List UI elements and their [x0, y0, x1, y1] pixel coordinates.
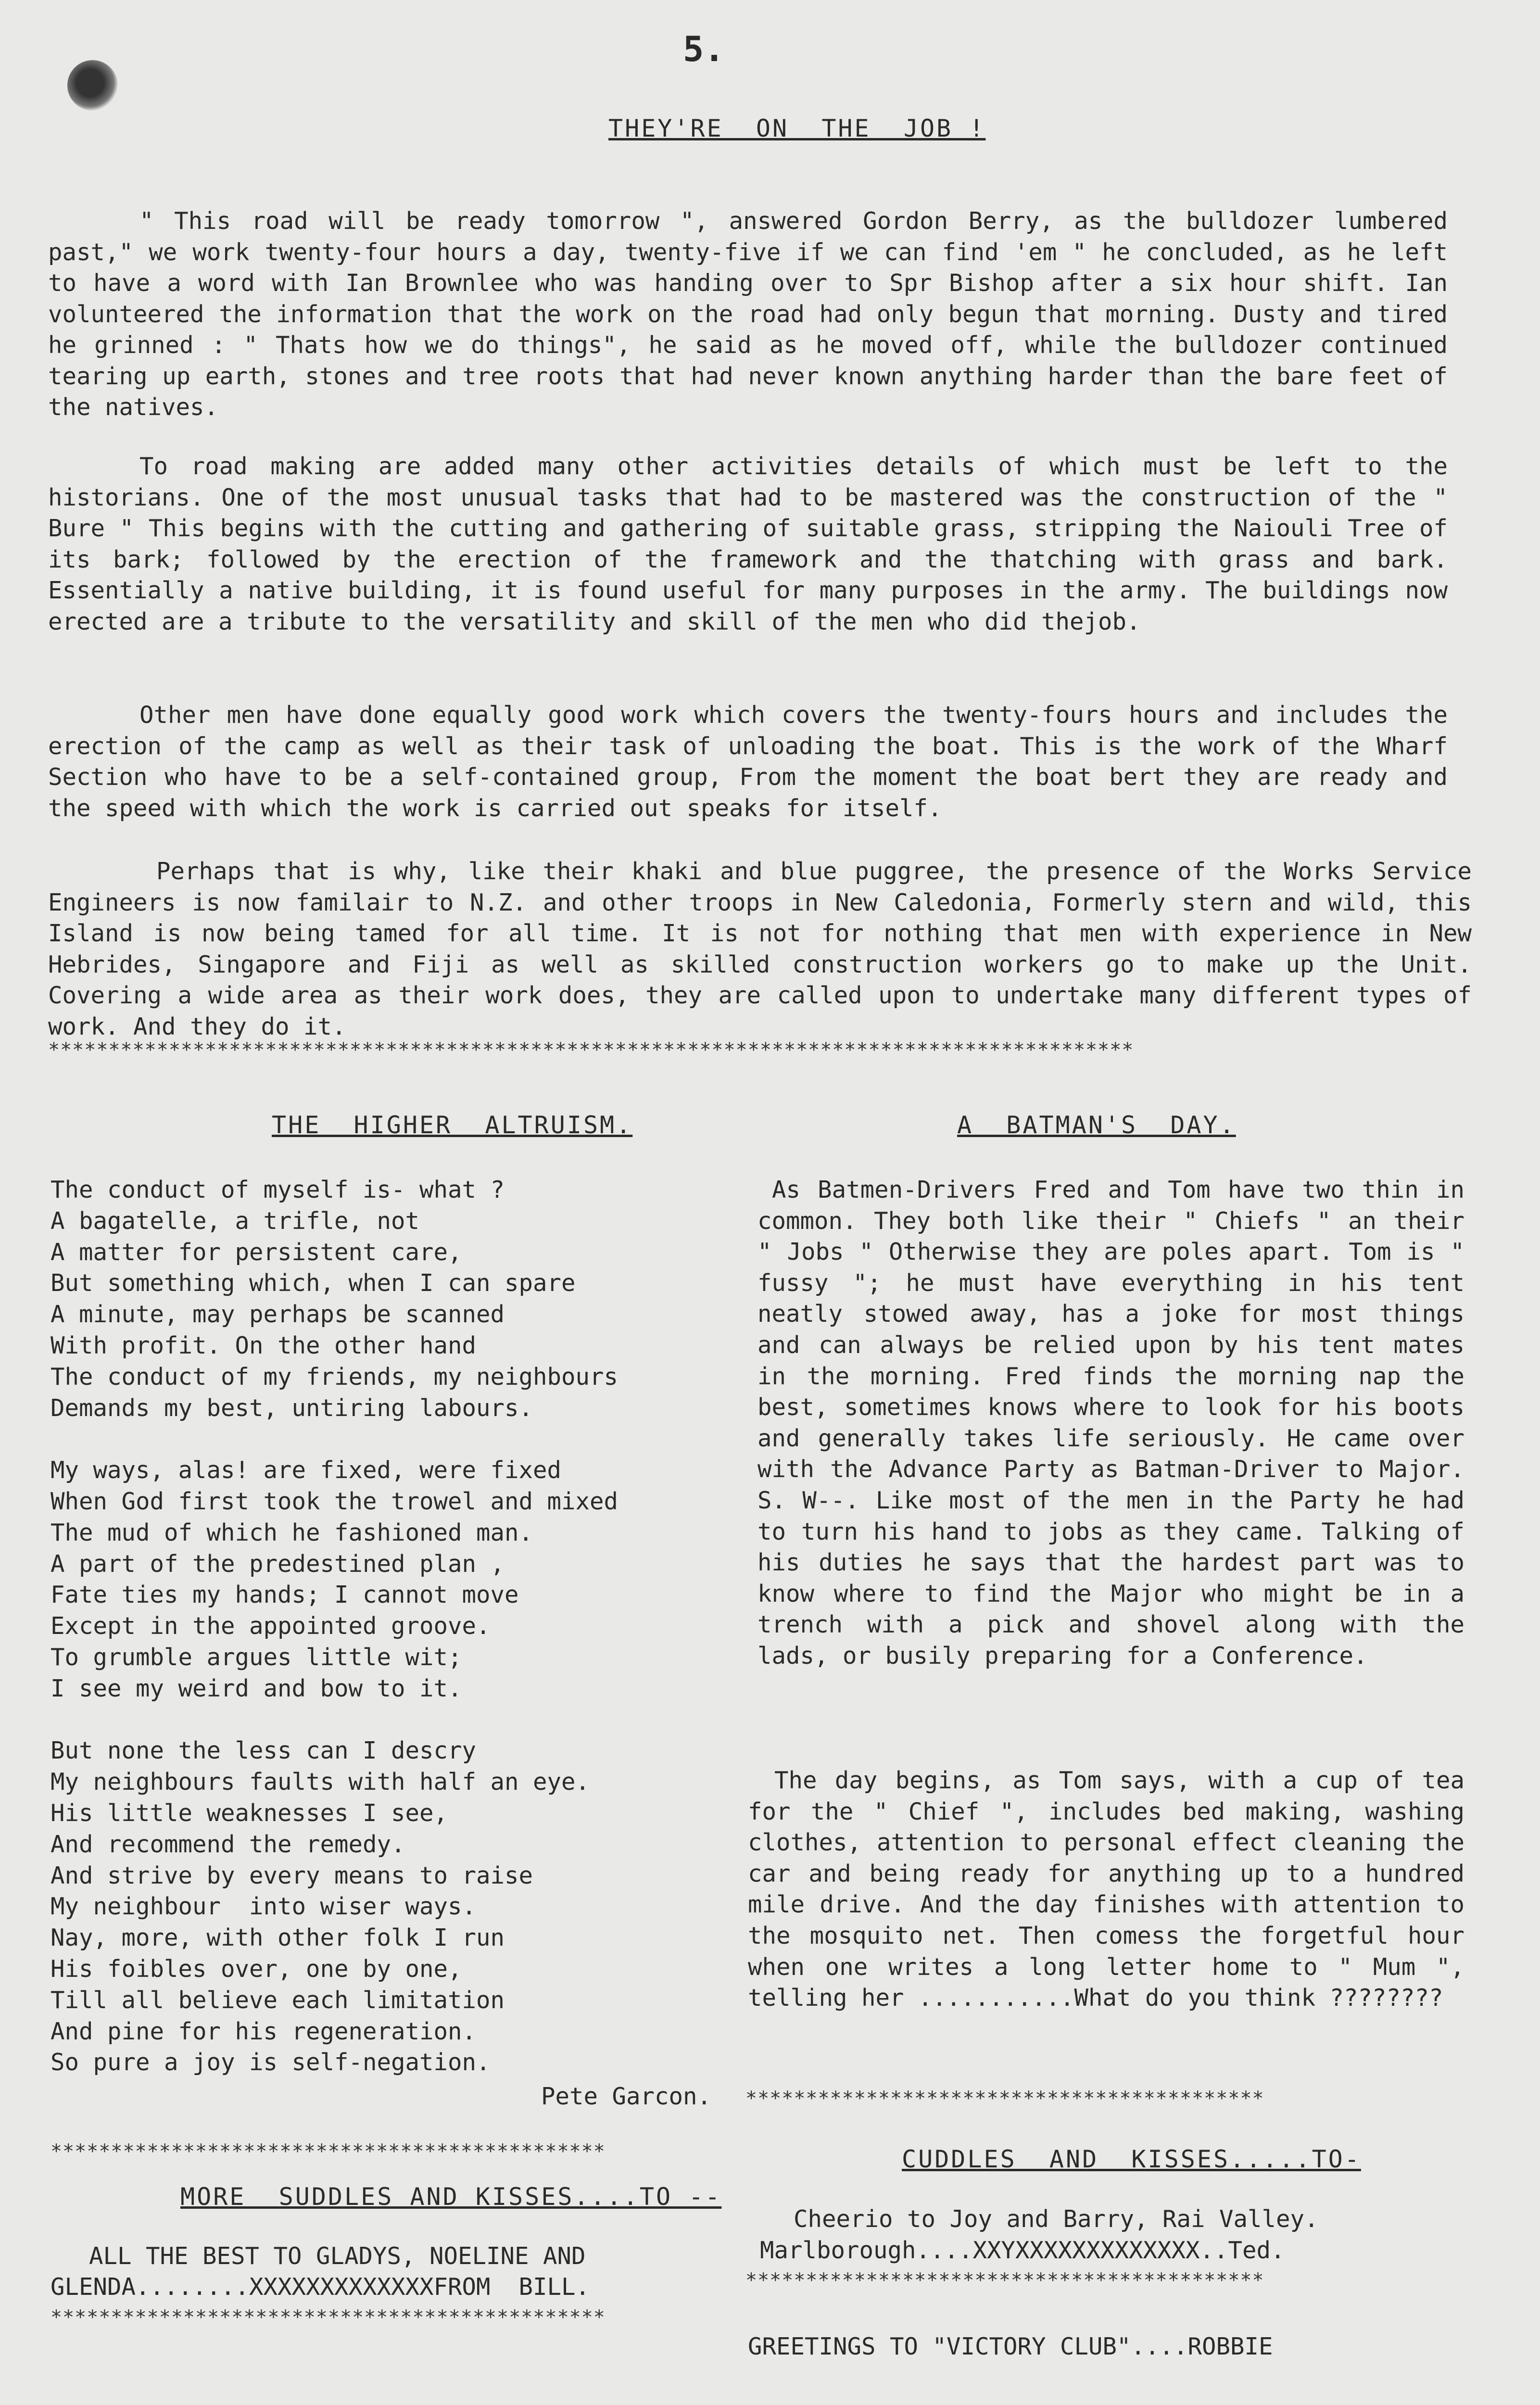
- batman-paragraph-1: [757, 1175, 1464, 1672]
- poem-line: But none the less can I descry: [50, 1737, 477, 1765]
- poem-line: My neighbours faults with half an eye.: [50, 1768, 590, 1796]
- poem-line: A part of the predestined plan ,: [50, 1550, 505, 1578]
- separator-stars-right-bottom: *******************************************: [745, 2269, 1264, 2291]
- poem-line: [50, 1424, 724, 1455]
- cuddles-line-2: Marlborough....XXYXXXXXXXXXXXXX..Ted.: [760, 2237, 1285, 2264]
- paragraph-text: Other men have done equally good work which covers the twenty-fours hours and includes the erection of the camp as well as their task of unloading the boat. This is the work of the Wharf Section who have to be a self-contained group, From the moment the boat bert they are ready and the speed with which the work is carried out speaks for itself.: [48, 701, 1448, 822]
- cuddles-line-1: Cheerio to Joy and Barry, Rai Valley.: [794, 2205, 1319, 2233]
- poem-line: The conduct of my friends, my neighbours: [50, 1363, 619, 1391]
- article-paragraph-3: [48, 700, 1448, 824]
- cuddles-title: CUDDLES AND KISSES.....TO-: [902, 2145, 1361, 2173]
- separator-stars-left: **********************************************: [50, 2140, 606, 2163]
- poem-line: But something which, when I can spare: [50, 1269, 576, 1297]
- poem-line: A bagatelle, a trifle, not: [50, 1207, 420, 1235]
- poem-line: [50, 1705, 724, 1736]
- punch-hole: [67, 60, 118, 111]
- poem-line: His little weaknesses I see,: [50, 1799, 448, 1827]
- separator-stars-left-bottom: **********************************************: [50, 2306, 606, 2329]
- separator-stars-right: *******************************************: [745, 2088, 1264, 2110]
- poem-line: Nay, more, with other folk I run: [50, 1924, 505, 1952]
- greetings-line: GREETINGS TO "VICTORY CLUB"....ROBBIE: [748, 2333, 1273, 2360]
- more-cuddles-title: MORE SUDDLES AND KISSES....TO --: [180, 2183, 722, 2211]
- article-paragraph-2: [48, 451, 1448, 637]
- poem-line: When God first took the trowel and mixed: [50, 1487, 619, 1515]
- article-paragraph-1: [48, 206, 1448, 423]
- poem-line: And recommend the remedy.: [50, 1830, 405, 1858]
- poem-line: My neighbour into wiser ways.: [50, 1893, 477, 1921]
- poem-line: I see my weird and bow to it.: [50, 1674, 462, 1702]
- article-paragraph-4: [48, 856, 1472, 1042]
- paragraph-text: As Batmen-Drivers Fred and Tom have two thin in common. They both like their " Chiefs " an their " Jobs " Otherwise they are poles apart. Tom is " fussy "; he must have everything in his tent neatly stowed away, has a joke for most things and can always be relied upon by his tent mates in the morning. Fred finds the morning nap the best, sometimes knows where to look for his boots and generally takes life seriously. He came over with the Advance Party as Batman-Driver to Major. S. W--. Like most of the men in the Party he had to turn his hand to jobs as they came. Talking of his duties he says that the hardest part was to know where to find the Major who might be in a trench with a pick and shovel along with the lads, or busily preparing for a Conference.: [757, 1176, 1464, 1670]
- paragraph-text: " This road will be ready tomorrow ", answered Gordon Berry, as the bulldozer lumbered past," we work twenty-four hours a day, twenty-five if we can find 'em " he concluded, as he left to have a word with Ian Brownlee who was handing over to Spr Bishop after a six hour shift. Ian volunteered the information that the work on the road had only begun that morning. Dusty and tired he grinned : " Thats how we do things", he said as he moved off, while the bulldozer continued tearing up earth, stones and tree roots that had never known anything harder than the bare feet of the natives.: [48, 207, 1448, 421]
- poem-line: Till all believe each limitation: [50, 1986, 505, 2014]
- poem-line: With profit. On the other hand: [50, 1331, 477, 1359]
- poem-line: Fate ties my hands; I cannot move: [50, 1581, 519, 1609]
- poem-title: THE HIGHER ALTRUISM.: [272, 1111, 633, 1139]
- poem-line: The mud of which he fashioned man.: [50, 1519, 533, 1546]
- article-title: THEY'RE ON THE JOB !: [608, 114, 986, 142]
- poem-line: Except in the appointed groove.: [50, 1612, 491, 1640]
- poem-line: And strive by every means to raise: [50, 1861, 533, 1889]
- poem-line: A matter for persistent care,: [50, 1238, 462, 1266]
- more-cuddles-line-1: ALL THE BEST TO GLADYS, NOELINE AND: [89, 2242, 586, 2270]
- poem-line: Demands my best, untiring labours.: [50, 1394, 533, 1422]
- poem-line: My ways, alas! are fixed, were fixed: [50, 1456, 562, 1484]
- poem-line: So pure a joy is self-negation.: [50, 2049, 491, 2076]
- poem-body: [50, 1175, 724, 2078]
- paragraph-text: To road making are added many other activities details of which must be left to the historians. One of the most unusual tasks that had to be mastered was the construction of the " Bure " This begins with the cutting and gathering of suitable grass, stripping the Naiouli Tree of its bark; followed by the erection of the framework and the thatching with grass and bark. Essentially a native building, it is found useful for many purposes in the army. The buildings now erected are a tribute to the versatility and skill of the men who did thejob.: [48, 453, 1448, 635]
- poem-line: And pine for his regeneration.: [50, 2017, 477, 2045]
- batman-paragraph-2: [748, 1765, 1464, 2014]
- paragraph-text: Perhaps that is why, like their khaki and blue puggree, the presence of the Works Service Engineers is now familair to N.Z. and other troops in New Caledonia, Formerly stern and wild, this Island is now being tamed for all time. It is not for nothing that men with experience in New Hebrides, Singapore and Fiji as well as skilled construction workers go to make up the Unit. Covering a wide area as their work does, they are called upon to undertake many different types of work. And they do it.: [48, 858, 1472, 1040]
- page-number: 5.: [683, 29, 725, 69]
- paragraph-text: The day begins, as Tom says, with a cup of tea for the " Chief ", includes bed making, washing clothes, attention to personal effect cleaning the car and being ready for anything up to a hundred mile drive. And the day finishes with attention to the mosquito net. Then comess the forgetful hour when one writes a long letter home to " Mum ", telling her ...........What do you think ????????: [748, 1767, 1464, 2012]
- poem-line: His foibles over, one by one,: [50, 1955, 462, 1983]
- batman-title: A BATMAN'S DAY.: [957, 1111, 1236, 1139]
- poem-line: A minute, may perhaps be scanned: [50, 1301, 505, 1329]
- poem-author: Pete Garcon.: [541, 2083, 712, 2110]
- poem-line: To grumble argues little wit;: [50, 1643, 462, 1671]
- more-cuddles-line-2: GLENDA........XXXXXXXXXXXXXFROM BILL.: [50, 2273, 590, 2301]
- poem-line: The conduct of myself is- what ?: [50, 1176, 505, 1203]
- separator-stars: ******************************************************************************************: [48, 1039, 1134, 1061]
